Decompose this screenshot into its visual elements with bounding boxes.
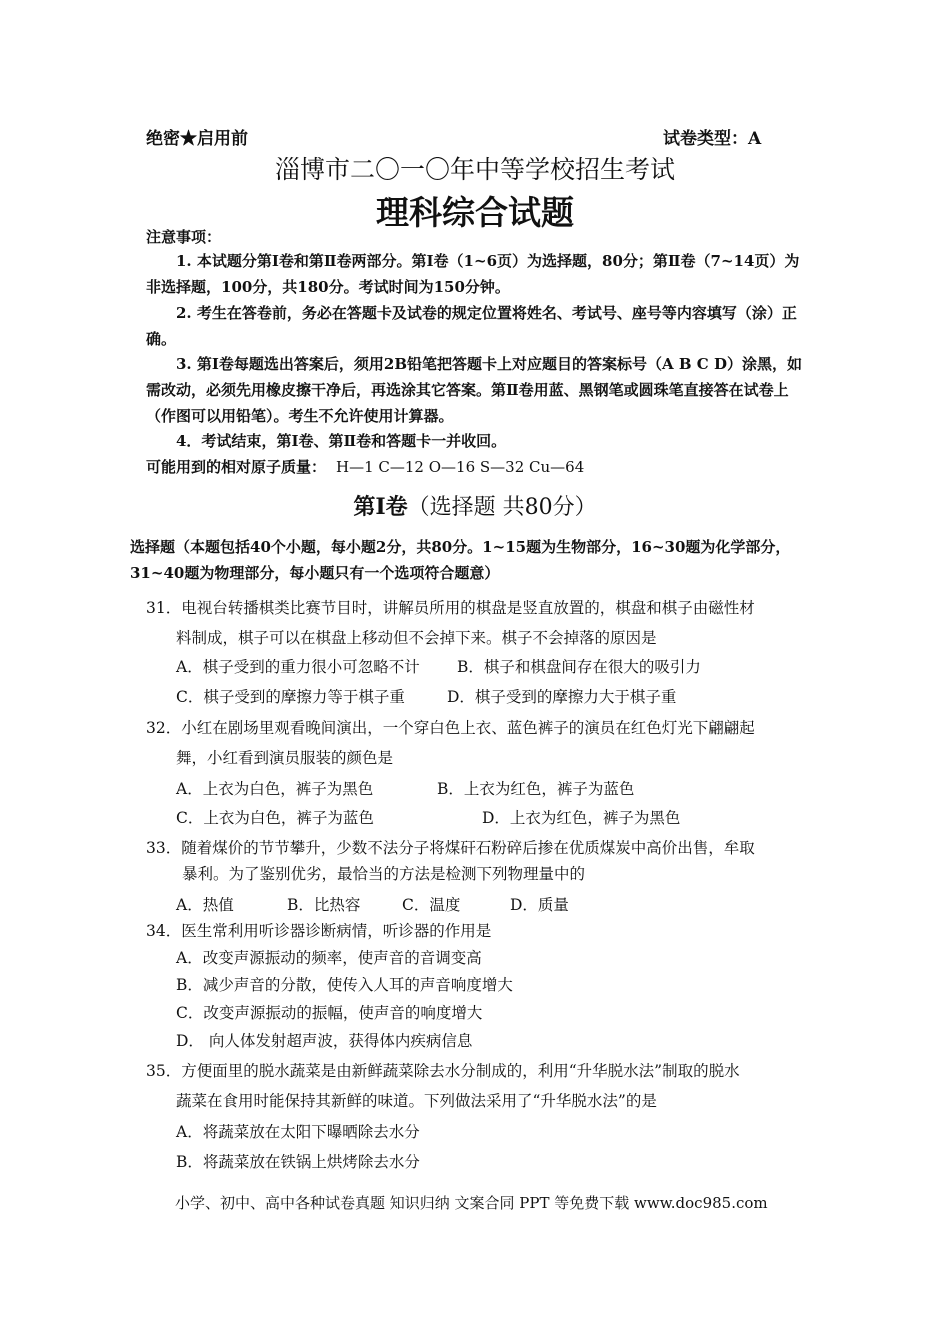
exam-subject-title: 理科综合试题 (376, 193, 574, 232)
q32-option-b: B．上衣为红色，裤子为蓝色 (437, 780, 635, 798)
confidential-label: 绝密★启用前 (146, 129, 248, 149)
q31-stem-line1: 31．电视台转播棋类比赛节目时，讲解员所用的棋盘是竖直放置的，棋盘和棋子由磁性材 (146, 599, 755, 617)
q34-stem-line1: 34．医生常利用听诊器诊断病情，听诊器的作用是 (146, 922, 492, 940)
q35-stem-line1: 35．方便面里的脱水蔬菜是由新鲜蔬菜除去水分制成的，利用“升华脱水法”制取的脱水 (146, 1062, 740, 1080)
q31-option-d: D．棋子受到的摩擦力大于棋子重 (447, 688, 677, 706)
paper-type-label: 试卷类型：A (663, 129, 762, 149)
q34-option-c: C．改变声源振动的振幅，使声音的响度增大 (176, 1004, 483, 1022)
q33-option-a: A．热值 (176, 896, 234, 914)
q34-option-d: D． 向人体发射超声波，获得体内疾病信息 (176, 1032, 473, 1050)
section-intro: 选择题（本题包括40个小题，每小题2分，共80分。1~15题为生物部分，16~30题为化学部分，31~40题为物理部分，每小题只有一个选项符合题意） (130, 538, 791, 582)
q34-option-b: B．减少声音的分散，使传入人耳的声音响度增大 (176, 976, 513, 994)
q31-stem-line2: 料制成，棋子可以在棋盘上移动但不会掉下来。棋子不会掉落的原因是 (176, 629, 657, 647)
atomic-masses-values: H—1 C—12 O—16 S—32 Cu—64 (336, 458, 585, 476)
q33-stem-line2: 暴利。为了鉴别优劣，最恰当的方法是检测下列物理量中的 (182, 865, 586, 883)
q35-stem-line2: 蔬菜在食用时能保持其新鲜的味道。下列做法采用了“升华脱水法”的是 (176, 1092, 657, 1110)
notice-item-1: 1. 本试题分第Ⅰ卷和第Ⅱ卷两部分。第Ⅰ卷（1~6页）为选择题，80分；第Ⅱ卷（7~14页）为非选择题，100分，共180分。考试时间为150分钟。 (146, 252, 800, 296)
q33-stem-line1: 33．随着煤价的节节攀升，少数不法分子将煤矸石粉碎后掺在优质煤炭中高价出售，牟取 (146, 839, 755, 857)
notice-heading: 注意事项： (146, 228, 222, 246)
page-footer: 小学、初中、高中各种试卷真题 知识归纳 文案合同 PPT 等免费下载 www.doc985.com (175, 1194, 768, 1212)
section-title-desc: （选择题 共80分） (407, 495, 597, 520)
atomic-masses (146, 456, 584, 477)
exam-title: 淄博市二〇一〇年中等学校招生考试 (274, 155, 675, 184)
notice-item-2: 2. 考生在答卷前，务必在答题卡及试卷的规定位置将姓名、考试号、座号等内容填写（涂）正确。 (146, 304, 797, 348)
q33-option-d: D．质量 (510, 896, 569, 914)
q34-option-a: A．改变声源振动的频率，使声音的音调变高 (176, 949, 482, 967)
q32-option-d: D．上衣为红色，裤子为黑色 (482, 809, 681, 827)
q32-stem-line1: 32．小红在剧场里观看晚间演出，一个穿白色上衣、蓝色裤子的演员在红色灯光下翩翩起 (146, 719, 755, 737)
q35-option-b: B．将蔬菜放在铁锅上烘烤除去水分 (176, 1153, 420, 1171)
q33-option-c: C．温度 (402, 896, 461, 914)
notice-item-4: 4．考试结束，第Ⅰ卷、第Ⅱ卷和答题卡一并收回。 (176, 432, 507, 450)
q32-option-c: C．上衣为白色，裤子为蓝色 (176, 809, 374, 827)
section-title (0, 490, 950, 521)
q32-stem-line2: 舞，小红看到演员服装的颜色是 (176, 749, 394, 767)
q31-option-b: B．棋子和棋盘间存在很大的吸引力 (457, 658, 701, 676)
q32-option-a: A．上衣为白色，裤子为黑色 (176, 780, 374, 798)
q33-option-b: B．比热容 (287, 896, 361, 914)
q31-option-c: C．棋子受到的摩擦力等于棋子重 (176, 688, 405, 706)
notice-item-3: 3. 第Ⅰ卷每题选出答案后，须用2B铅笔把答题卡上对应题目的答案标号（A B C D）涂黑，如需改动，必须先用橡皮擦干净后，再选涂其它答案。第Ⅱ卷用蓝、黑钢笔或圆珠笔直接答在试卷上（作图可以用铅笔）。考生不允许使用计算器。 (146, 355, 802, 425)
section-title-volume: 第Ⅰ卷 (353, 494, 408, 520)
q35-option-a: A．将蔬菜放在太阳下曝晒除去水分 (176, 1123, 420, 1141)
atomic-masses-label: 可能用到的相对原子质量： (146, 458, 327, 476)
q31-option-a: A．棋子受到的重力很小可忽略不计 (176, 658, 420, 676)
